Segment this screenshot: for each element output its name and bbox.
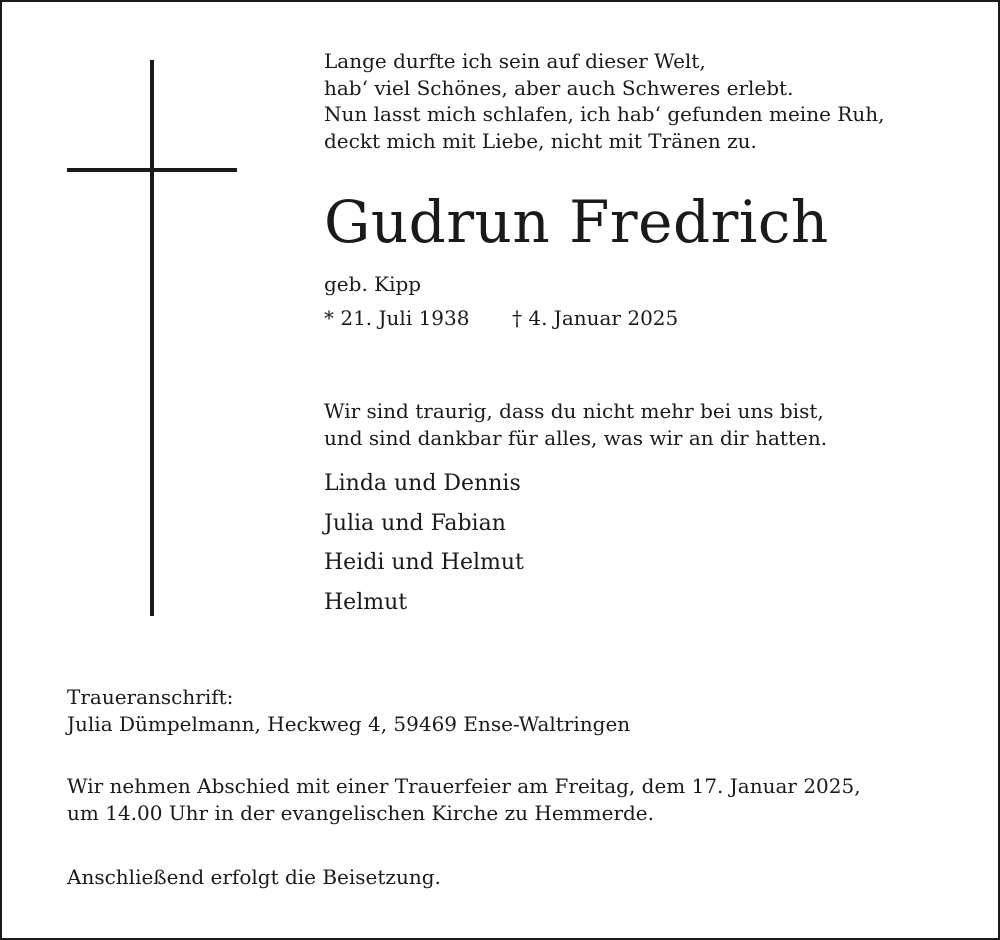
address-label: Traueranschrift: xyxy=(67,685,234,709)
mourners-list xyxy=(324,470,524,628)
life-dates xyxy=(324,305,679,331)
address-value: Julia Dümpelmann, Heckweg 4, 59469 Ense-Waltringen xyxy=(67,711,631,736)
mourner-item: Julia und Fabian xyxy=(324,510,506,536)
death-date: † 4. Januar 2025 xyxy=(512,306,679,330)
mourner-item: Heidi und Helmut xyxy=(324,550,524,575)
mourner-item: Helmut xyxy=(324,589,408,615)
poem-line: Nun lasst mich schlafen, ich hab‘ gefunden meine Ruh, xyxy=(324,102,885,126)
birth-date: * 21. Juli 1938 xyxy=(324,306,470,330)
burial-info: Anschließend erfolgt die Beisetzung. xyxy=(67,865,441,889)
opening-poem xyxy=(324,48,884,154)
deceased-name: Gudrun Fredrich xyxy=(324,188,829,256)
poem-line: hab‘ viel Schönes, aber auch Schweres erlebt. xyxy=(324,75,794,100)
ceremony-line: um 14.00 Uhr in der evangelischen Kirche zu Hemmerde. xyxy=(67,800,655,825)
maiden-name: geb. Kipp xyxy=(324,272,422,296)
mourning-verse xyxy=(324,398,827,451)
poem-line: deckt mich mit Liebe, nicht mit Tränen zu. xyxy=(324,128,757,153)
mourner-item: Linda und Dennis xyxy=(324,471,521,496)
ceremony-line: Wir nehmen Abschied mit einer Trauerfeier am Freitag, dem 17. Januar 2025, xyxy=(67,774,861,798)
verse-line: Wir sind traurig, dass du nicht mehr bei uns bist, xyxy=(324,399,824,423)
cross-horizontal-bar xyxy=(67,168,237,172)
poem-line: Lange durfte ich sein auf dieser Welt, xyxy=(324,49,706,73)
mourning-address xyxy=(67,684,630,737)
cross-vertical-bar xyxy=(150,60,154,616)
ceremony-info xyxy=(67,773,861,826)
verse-line: und sind dankbar für alles, was wir an dir hatten. xyxy=(324,425,828,450)
